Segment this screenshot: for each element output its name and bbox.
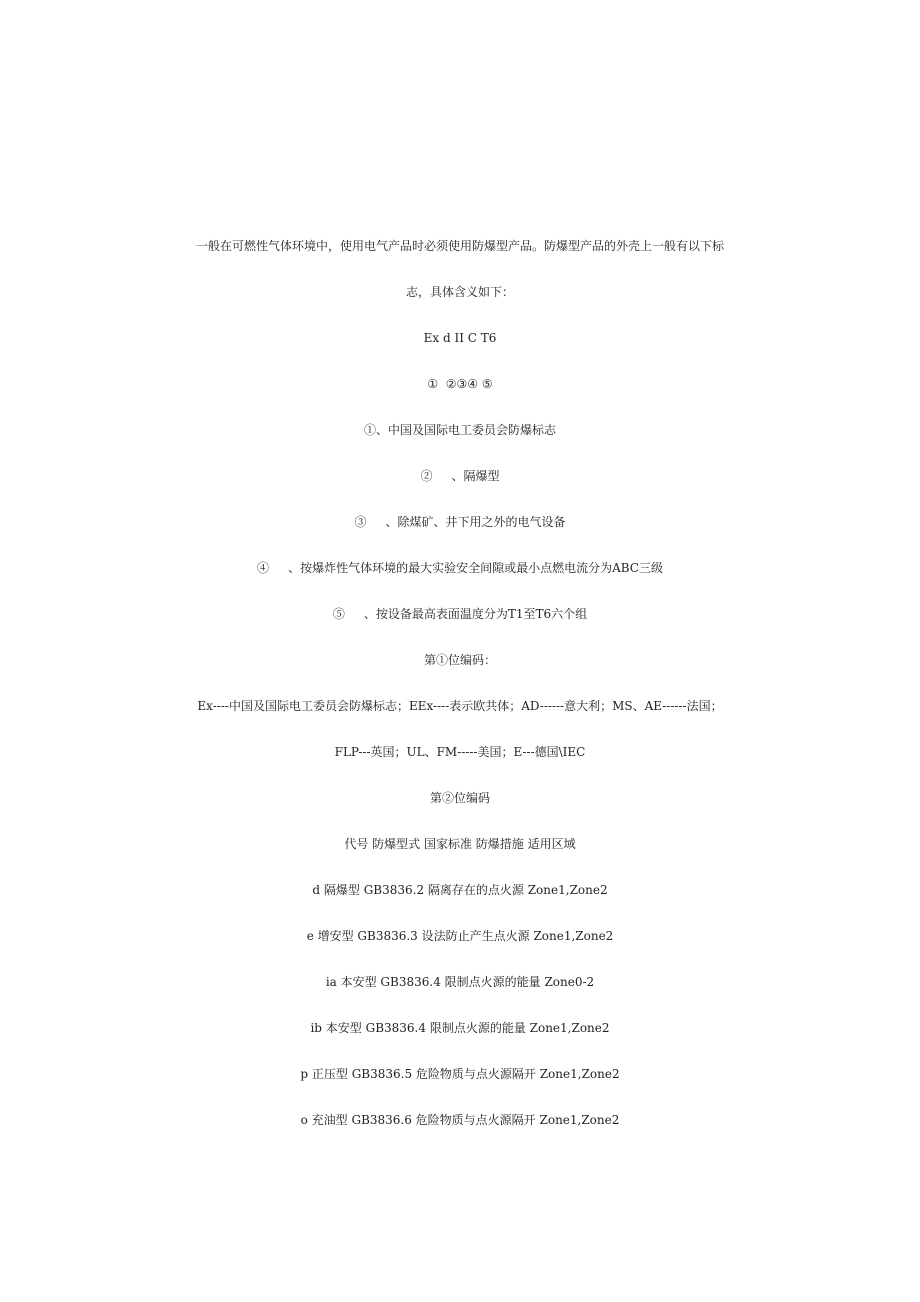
explanation-item-1: ①、中国及国际电工委员会防爆标志: [363, 423, 556, 437]
marking-positions: ① ②③④ ⑤: [427, 377, 493, 391]
position-1-line-2: FLP---英国；UL、FM-----美国；E---德国\IEC: [334, 745, 586, 759]
intro-paragraph-line-1: 一般在可燃性气体环境中，使用电气产品时必须使用防爆型产品。防爆型产品的外壳上一般有以下标: [195, 239, 724, 253]
table-row: o 充油型 GB3836.6 危险物质与点火源隔开 Zone1,Zone2: [300, 1113, 620, 1127]
table-row: e 增安型 GB3836.3 设法防止产生点火源 Zone1,Zone2: [306, 929, 614, 943]
explanation-item-4: ④ 、按爆炸性气体环境的最大实验安全间隙或最小点燃电流分为ABC三级: [257, 561, 663, 575]
position-1-heading: 第①位编码：: [423, 653, 496, 667]
table-row: ia 本安型 GB3836.4 限制点火源的能量 Zone0-2: [325, 975, 595, 989]
table-row: p 正压型 GB3836.5 危险物质与点火源隔开 Zone1,Zone2: [300, 1067, 620, 1081]
position-2-heading: 第②位编码: [429, 791, 490, 805]
position-1-line-1: Ex----中国及国际电工委员会防爆标志；EEx----表示欧共体；AD------意大利；MS、AE------法国；: [197, 699, 723, 713]
marking-example: Ex d II C T6: [423, 331, 497, 345]
explanation-item-5: ⑤ 、按设备最高表面温度分为T1至T6六个组: [332, 607, 588, 621]
explanation-item-2: ② 、隔爆型: [420, 469, 500, 483]
explanation-item-3: ③ 、除煤矿、井下用之外的电气设备: [354, 515, 566, 529]
table-row: ib 本安型 GB3836.4 限制点火源的能量 Zone1,Zone2: [310, 1021, 610, 1035]
table-header: 代号 防爆型式 国家标准 防爆措施 适用区域: [344, 837, 576, 851]
intro-paragraph-line-2: 志，具体含义如下：: [405, 285, 514, 299]
table-row: d 隔爆型 GB3836.2 隔离存在的点火源 Zone1,Zone2: [312, 883, 608, 897]
